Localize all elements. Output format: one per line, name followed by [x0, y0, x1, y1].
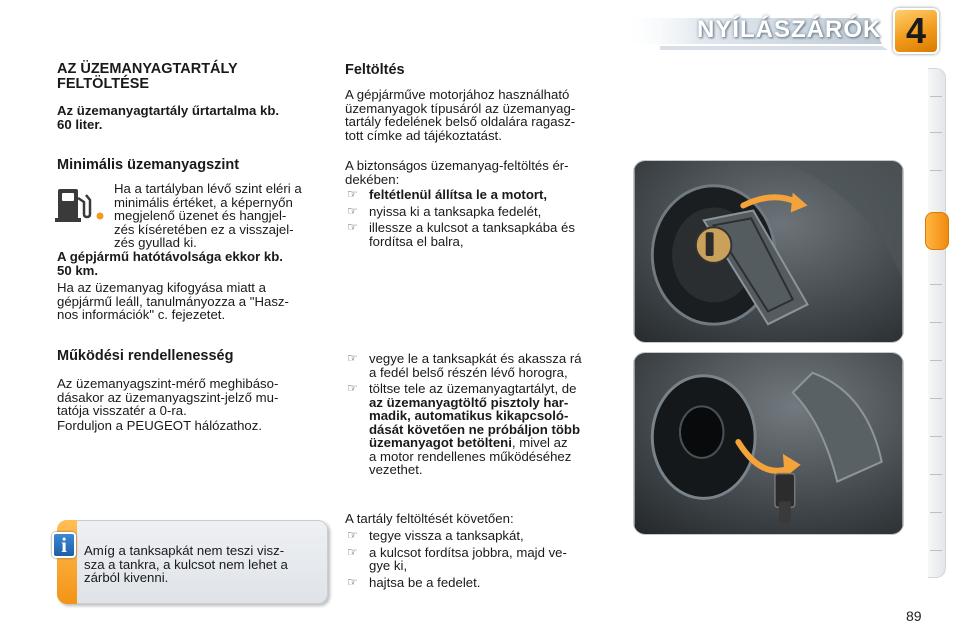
chapter-number-badge [893, 8, 939, 54]
text-line: tott címke ad tájékoztatást. [345, 127, 502, 143]
chapter-title: NYÍLÁSZÁRÓK [697, 16, 882, 43]
text-line: tartály fedelének belső oldalára ragasz- [345, 114, 576, 129]
list-item-text: madik, automatikus kikapcsoló- [369, 408, 569, 423]
list-item-text: dását követően ne próbáljon több [369, 421, 581, 437]
text-line: tatója visszatér a 0-ra. [57, 403, 187, 418]
text-line: sza a tankra, a kulcsot nem lehet a [84, 556, 288, 572]
edge-tick [930, 284, 942, 285]
text-line: minimális értéket, a képernyőn [114, 194, 293, 210]
edge-tick [930, 322, 942, 323]
list-item [345, 205, 615, 219]
edge-tick [930, 96, 942, 97]
after-heading: A tartály feltöltését követően: [345, 511, 514, 526]
list-item-text: a kulcsot fordítsa jobbra, majd ve- [369, 544, 567, 560]
pointing-hand-icon: ☞ [347, 203, 358, 218]
list-item-text: gye ki, [369, 558, 408, 573]
list-item [345, 382, 615, 477]
list-item-text: fordítsa el balra, [369, 233, 464, 249]
pointing-hand-icon: ☞ [347, 544, 358, 559]
pointing-hand-icon: ☞ [347, 220, 358, 234]
steps-list-2 [345, 352, 615, 480]
edge-tick [930, 360, 942, 361]
list-item-text: vegye le a tanksapkát és akassza rá [369, 351, 582, 366]
steps-list-3 [345, 529, 615, 592]
edge-tick [930, 398, 942, 399]
edge-tick [930, 512, 942, 513]
text-line: zés gyullad ki. [114, 235, 197, 250]
section-title-line: AZ ÜZEMANYAGTARTÁLY [57, 61, 238, 77]
text-line: dekében: [345, 171, 400, 187]
info-icon: i [52, 532, 76, 558]
text-line: nos információk" c. fejezetet. [57, 307, 226, 322]
range-notice [57, 250, 327, 277]
section-title [57, 62, 238, 92]
edge-tick [930, 436, 942, 437]
tank-capacity [57, 104, 327, 131]
text-line: üzemanyagok típusáról az üzemanyag- [345, 100, 576, 116]
fault-text [57, 377, 327, 418]
text-line: 50 km. [57, 262, 99, 278]
list-item [345, 529, 615, 543]
text-line: Amíg a tanksapkát nem teszi visz- [84, 543, 285, 558]
fuel-cap-photo-removed [633, 352, 904, 535]
text-line: megjelenő üzenet és hangjel- [114, 208, 287, 223]
edge-tab-strip [928, 68, 946, 578]
text-line: A gépjárműve motorjához használható [345, 87, 570, 102]
edge-tick [930, 170, 942, 171]
text-line: zárból kivenni. [84, 570, 169, 585]
list-item-text: üzemanyagot betölteni [369, 435, 512, 450]
pointing-hand-icon: ☞ [347, 528, 358, 542]
list-item-text: feltétlenül állítsa le a motort, [369, 187, 548, 202]
text-line: zés kíséretében ez a visszajel- [114, 221, 294, 237]
fuel-cap-photo-open [633, 160, 904, 343]
fuel-pump-icon [52, 186, 106, 226]
edge-tick [930, 132, 942, 133]
section-title-line: FELTÖLTÉSE [57, 76, 150, 92]
active-chapter-tab[interactable] [925, 212, 949, 250]
min-level-text [114, 182, 327, 250]
list-item [345, 188, 615, 202]
fill-heading: Feltöltés [345, 62, 405, 78]
min-level-heading: Minimális üzemanyagszint [57, 157, 240, 173]
page-number: 89 [906, 608, 922, 624]
list-item [345, 221, 615, 248]
chapter-number: 4 [905, 10, 927, 51]
list-item [345, 546, 615, 573]
pointing-hand-icon: ☞ [347, 351, 358, 365]
list-item-text: a motor rendellenes működéséhez [369, 448, 572, 464]
edge-tick [930, 474, 942, 475]
pointing-hand-icon: ☞ [347, 187, 358, 201]
list-item-text: hajtsa be a fedelet. [369, 574, 481, 590]
list-item-text: , mivel az [511, 435, 568, 450]
list-item-text: a fedél belső részén lévő horogra, [369, 364, 568, 380]
fill-intro [345, 88, 615, 142]
pointing-hand-icon: ☞ [347, 381, 358, 395]
list-item-text: illessze a kulcsot a tanksapkába és [369, 220, 575, 235]
text-line: A gépjármű hatótávolsága ekkor kb. [57, 249, 283, 264]
safety-intro [345, 159, 615, 186]
text-line: gépjármű leáll, tanulmányozza a "Hasz- [57, 293, 289, 309]
text-line: Ha az üzemanyag kifogyása miatt a [57, 280, 266, 295]
list-item-text: az üzemanyagtöltő pisztoly har- [369, 394, 569, 410]
list-item-text: vezethet. [369, 462, 423, 477]
list-item-text: tegye vissza a tanksapkát, [369, 528, 524, 543]
edge-tick [930, 550, 942, 551]
contact-text: Forduljon a PEUGEOT hálózathoz. [57, 418, 262, 433]
text-line: A biztonságos üzemanyag-feltöltés ér- [345, 158, 569, 173]
pointing-hand-icon: ☞ [347, 574, 358, 589]
list-item-text: töltse tele az üzemanyagtartályt, de [369, 381, 577, 396]
list-item-text: nyissa ki a tanksapka fedelét, [369, 203, 542, 219]
text-line: dásakor az üzemanyagszint-jelző mu- [57, 389, 279, 405]
text-line: Ha a tartályban lévő szint eléri a [114, 181, 302, 196]
text-line: Az üzemanyagszint-mérő meghibáso- [57, 376, 279, 391]
steps-list-1 [345, 188, 615, 251]
fault-heading: Működési rendellenesség [57, 348, 234, 364]
list-item [345, 576, 615, 590]
text-line: Az üzemanyagtartály űrtartalma kb. [57, 103, 280, 118]
runout-text [57, 281, 327, 322]
list-item [345, 352, 615, 379]
text-line: 60 liter. [57, 116, 103, 132]
info-text [84, 544, 322, 585]
